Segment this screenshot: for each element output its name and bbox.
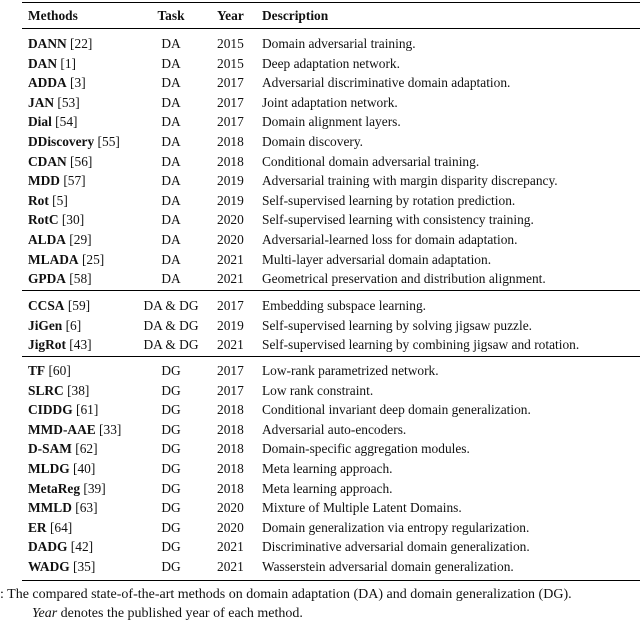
table-row [0,335,640,355]
method-cell [28,34,92,54]
description-cell: Mixture of Multiple Latent Domains. [262,500,462,516]
method-cell [28,498,98,518]
method-cell [28,361,71,381]
method-cell [28,250,104,270]
method-ref: [54] [51,114,78,130]
method-cell [28,335,92,355]
year-cell: 2021 [217,559,244,574]
table-row [0,230,640,250]
description-cell: Low rank constraint. [262,382,374,398]
task-cell: DA [161,55,181,71]
method-ref: [59] [64,298,91,313]
year-cell: 2017 [217,298,244,313]
header-rule [22,28,640,29]
method-name: Rot [28,192,49,208]
table-row [0,400,640,420]
method-name: SLRC [28,382,64,398]
year-cell: 2018 [217,134,244,149]
table-row [0,54,640,74]
description-cell: Multi-layer adversarial domain adaptation. [262,251,492,267]
method-cell [28,537,93,557]
description-cell: Discriminative adversarial domain generalization. [262,539,530,555]
year-cell: 2018 [217,461,244,476]
method-cell [28,420,121,440]
method-cell [28,400,98,420]
table-row [0,557,640,577]
method-name: DDiscovery [28,134,95,149]
description-cell: Domain alignment layers. [262,114,401,130]
method-name: CCSA [28,298,65,313]
description-cell: Conditional domain adversarial training. [262,153,480,169]
description-cell: Conditional invariant deep domain generalization. [262,402,531,418]
method-name: ADDA [28,75,67,91]
year-cell: 2017 [217,382,244,398]
task-cell: DA [161,94,181,110]
method-ref: [56] [66,153,93,169]
year-cell: 2021 [217,271,244,287]
task-cell: DA & DG [143,337,199,353]
task-cell: DG [161,519,181,535]
method-cell [28,230,92,250]
top-rule [22,2,640,3]
description-cell: Embedding subspace learning. [262,298,426,313]
table-row [0,537,640,557]
table-row [0,191,640,211]
year-cell: 2020 [217,232,244,247]
method-ref: [61] [72,402,99,418]
description-cell: Domain discovery. [262,134,364,149]
method-name: CIDDG [28,402,73,418]
year-cell: 2018 [217,480,244,496]
method-ref: [58] [65,271,92,287]
description-cell: Adversarial auto-encoders. [262,421,407,437]
method-cell [28,269,92,289]
method-ref: [53] [54,94,80,110]
method-ref: [55] [94,134,120,149]
method-name: RotC [28,212,59,228]
method-ref: [60] [45,363,71,378]
year-cell: 2017 [217,75,244,91]
method-ref: [30] [58,212,85,228]
year-cell: 2021 [217,337,244,353]
method-cell [28,93,80,113]
method-ref: [25] [78,251,105,267]
method-cell [28,191,68,211]
description-cell: Self-supervised learning by rotation prediction. [262,192,516,208]
description-cell: Meta learning approach. [262,480,393,496]
table-row [0,93,640,113]
task-cell: DG [161,363,181,378]
method-ref: [6] [62,317,82,333]
task-cell: DG [161,461,181,476]
group-divider-1 [22,290,640,291]
table-row [0,518,640,538]
method-name: JigRot [28,337,66,353]
task-cell: DA [161,212,181,228]
method-ref: [22] [66,36,93,51]
year-cell: 2019 [217,173,244,189]
table-row [0,479,640,499]
method-cell [28,459,95,479]
year-cell: 2019 [217,192,244,208]
table-row [0,381,640,401]
description-cell: Deep adaptation network. [262,55,400,71]
method-ref: [38] [63,382,90,398]
method-ref: [57] [59,173,86,189]
method-cell [28,296,90,316]
header-year: Year [217,8,244,23]
method-cell [28,316,81,336]
task-cell: DG [161,441,181,457]
method-cell [28,73,86,93]
year-cell: 2018 [217,402,244,418]
task-cell: DA [161,134,181,149]
table-row [0,420,640,440]
method-cell [28,557,95,577]
year-cell: 2020 [217,500,244,516]
task-cell: DA & DG [143,298,199,313]
task-cell: DG [161,539,181,555]
table-row [0,459,640,479]
method-name: MetaReg [28,480,81,496]
method-name: JiGen [28,317,63,333]
table-row [0,269,640,289]
header-methods: Methods [28,8,78,23]
method-name: ALDA [28,232,66,247]
description-cell: Self-supervised learning by solving jigsaw puzzle. [262,317,532,333]
description-cell: Geometrical preservation and distribution alignment. [262,271,546,287]
task-cell: DG [161,402,181,418]
method-name: MMD-AAE [28,421,96,437]
method-cell [28,479,106,499]
year-cell: 2018 [217,421,244,437]
header-task: Task [157,8,185,23]
table-row [0,132,640,152]
method-ref: [42] [67,539,94,555]
table-row [0,152,640,172]
method-name: MDD [28,173,60,189]
table-row [0,296,640,316]
description-cell: Self-supervised learning by combining jigsaw and rotation. [262,337,580,353]
year-cell: 2019 [217,317,244,333]
method-name: CDAN [28,153,67,169]
table-row [0,210,640,230]
method-ref: [5] [48,192,68,208]
year-cell: 2018 [217,153,244,169]
method-cell [28,518,72,538]
description-cell: Adversarial discriminative domain adaptation. [262,75,511,91]
method-ref: [33] [95,421,122,437]
method-cell [28,54,76,74]
method-name: D-SAM [28,441,72,457]
table-row [0,73,640,93]
task-cell: DA & DG [143,317,199,333]
method-name: WADG [28,559,70,574]
task-cell: DA [161,192,181,208]
table-row [0,171,640,191]
task-cell: DA [161,173,181,189]
method-name: MMLD [28,500,72,516]
task-cell: DA [161,114,181,130]
table-row [0,316,640,336]
table-row [0,498,640,518]
table-row [0,439,640,459]
year-cell: 2015 [217,55,244,71]
year-cell: 2021 [217,539,244,555]
description-cell: Self-supervised learning with consistency training. [262,212,534,228]
year-cell: 2021 [217,251,244,267]
method-name: MLDG [28,461,70,476]
description-cell: Adversarial-learned loss for domain adaptation. [262,232,518,247]
method-cell [28,210,84,230]
method-name: DANN [28,36,67,51]
method-cell [28,152,92,172]
method-name: DAN [28,55,58,71]
method-cell [28,132,120,152]
method-cell [28,439,98,459]
year-cell: 2018 [217,441,244,457]
table-row [0,361,640,381]
task-cell: DG [161,480,181,496]
task-cell: DA [161,232,181,247]
table-header [0,6,640,26]
method-name: DADG [28,539,68,555]
method-ref: [35] [69,559,96,574]
method-cell [28,112,77,132]
year-cell: 2017 [217,94,244,110]
year-cell: 2015 [217,36,244,51]
table-row [0,112,640,132]
task-cell: DA [161,271,181,287]
task-cell: DA [161,75,181,91]
description-cell: Joint adaptation network. [262,94,398,110]
task-cell: DA [161,153,181,169]
year-cell: 2017 [217,363,244,378]
method-ref: [64] [46,519,73,535]
header-description: Description [262,8,329,23]
method-ref: [29] [65,232,92,247]
task-cell: DA [161,251,181,267]
method-name: ER [28,519,47,535]
task-cell: DG [161,559,181,574]
description-cell: Wasserstein adversarial domain generalization. [262,559,514,574]
method-ref: [39] [80,480,106,496]
method-ref: [40] [69,461,96,476]
task-cell: DG [161,382,181,398]
description-cell: Domain-specific aggregation modules. [262,441,470,457]
method-ref: [63] [71,500,98,516]
method-name: Dial [28,114,52,130]
table-row [0,250,640,270]
task-cell: DA [161,36,181,51]
method-ref: [43] [65,337,92,353]
method-cell [28,171,86,191]
method-name: MLADA [28,251,79,267]
method-name: GPDA [28,271,66,287]
table-caption-line2: Year denotes the published year of each method. [32,606,303,621]
method-ref: [3] [66,75,86,91]
description-cell: Adversarial training with margin disparity discrepancy. [262,173,558,189]
year-cell: 2017 [217,114,244,130]
caption-year-word: Year [32,606,58,621]
method-name: JAN [28,94,55,110]
table-caption: : The compared state-of-the-art methods on domain adaptation (DA) and domain generalization (DG). [0,587,572,602]
description-cell: Meta learning approach. [262,461,393,476]
method-ref: [62] [71,441,98,457]
method-cell [28,381,89,401]
table-row [0,34,640,54]
group-divider-2 [22,356,640,357]
task-cell: DG [161,500,181,516]
description-cell: Low-rank parametrized network. [262,363,439,378]
year-cell: 2020 [217,212,244,228]
method-ref: [1] [57,55,76,71]
year-cell: 2020 [217,519,244,535]
task-cell: DG [161,421,181,437]
method-name: TF [28,363,46,378]
description-cell: Domain generalization via entropy regularization. [262,519,530,535]
description-cell: Domain adversarial training. [262,36,416,51]
bottom-rule [22,580,640,581]
